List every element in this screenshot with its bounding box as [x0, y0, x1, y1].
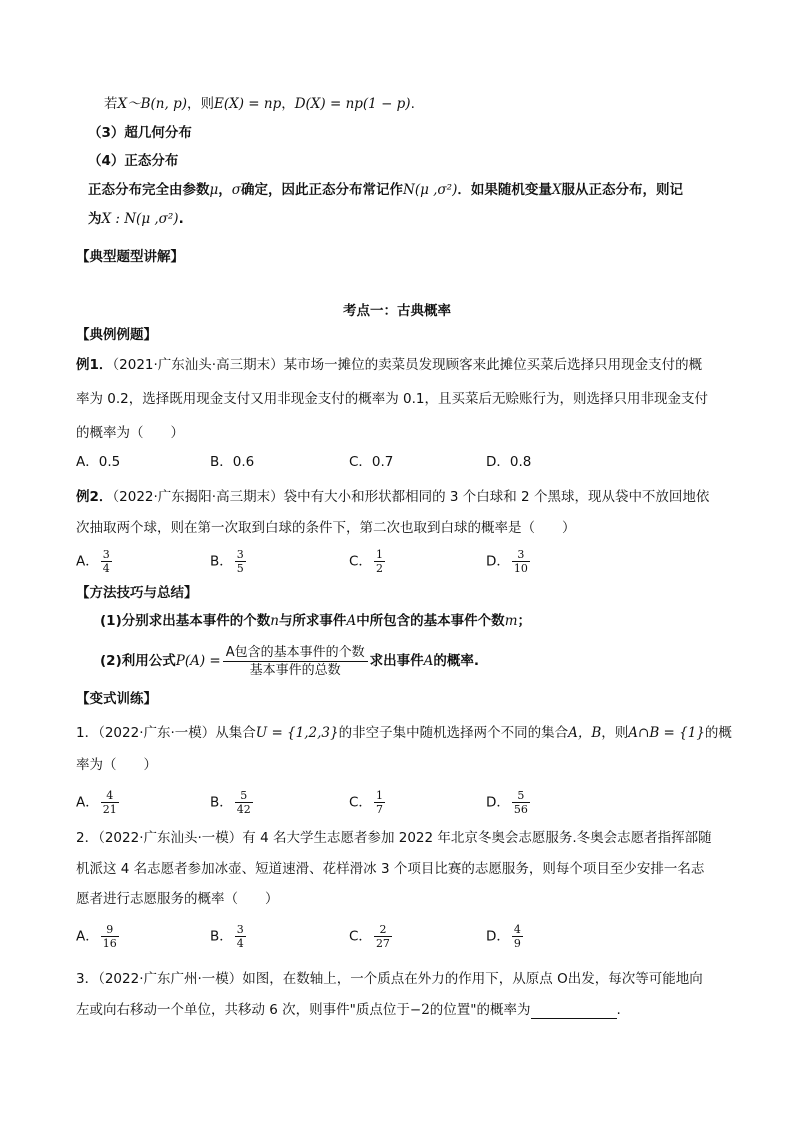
text: 1．（2022·广东·一模）从集合 [76, 725, 256, 741]
example2-line1 [76, 488, 709, 506]
q1-option-c [349, 789, 387, 816]
fraction [101, 548, 112, 575]
q2-line2: 机派这 4 名志愿者参加冰壶、短道速滑、花样滑冰 3 个项目比赛的志愿服务，则每个项目至少安排一名志 [76, 861, 705, 877]
sigma-symbol: σ [231, 182, 241, 198]
hypergeom-heading: （3）超几何分布 [88, 125, 192, 141]
example2-line2: 次抽取两个球，则在第一次取到白球的条件下，第二次也取到白球的概率是（ ） [76, 520, 576, 536]
normal-notation-2: X : N(μ ,σ²) [101, 211, 179, 227]
example1-line3: 的概率为（ ） [76, 425, 184, 441]
text: . [410, 96, 415, 112]
q1-option-a [76, 789, 121, 816]
text: 与所求事件 [278, 613, 347, 629]
text: 正态分布完全由参数 [88, 182, 210, 198]
fraction [235, 789, 253, 816]
normal-notation: N(μ ,σ²) [403, 182, 458, 198]
method-step2 [100, 643, 479, 679]
example1-option-c: C．0.7 [349, 454, 394, 470]
numerator: 3 [236, 548, 244, 561]
normal-heading: （4）正态分布 [88, 153, 179, 169]
example2-option-b [210, 548, 248, 575]
binomial-dist: X～B(n, p) [117, 96, 187, 112]
denominator: 5 [236, 562, 244, 575]
text: 左或向右移动一个单位，共移动 6 次，则事件"质点位于 [76, 1002, 410, 1018]
text: 求出事件 [369, 653, 424, 669]
text: ， [218, 182, 232, 198]
text: (1)分别求出基本事件的个数 [100, 613, 271, 629]
numerator: 3 [512, 548, 530, 562]
option-letter: A． [76, 928, 99, 945]
text: ．如果随机变量 [457, 182, 552, 198]
text: 为 [88, 211, 102, 227]
q2-option-b [210, 923, 248, 950]
mu-symbol: μ [209, 182, 219, 198]
option-letter: D． [486, 553, 510, 570]
a-symbol: A [346, 613, 357, 629]
text: ，则 [186, 96, 214, 112]
fraction [374, 548, 385, 575]
text: 中所包含的基本事件个数 [356, 613, 505, 629]
option-letter: C． [349, 553, 372, 570]
numerator: 4 [101, 789, 119, 803]
numerator: 3 [236, 923, 244, 936]
normal-line-2 [88, 210, 184, 228]
fraction [512, 923, 523, 950]
method-header: 【方法技巧与总结】 [76, 585, 198, 601]
fraction [101, 789, 119, 816]
numerator: 4 [513, 923, 521, 936]
example1-option-a: A．0.5 [76, 454, 121, 470]
fraction [512, 789, 530, 816]
option-letter: A． [76, 794, 99, 811]
section-header: 【典型题型讲解】 [76, 249, 184, 265]
option-letter: B． [210, 553, 233, 570]
intersection-condition: A∩B = {1} [628, 725, 705, 741]
text: . [616, 1002, 621, 1018]
q2-line3: 愿者进行志愿服务的概率（ ） [76, 891, 279, 907]
denominator: 基本事件的总数 [249, 662, 341, 678]
numerator: 5 [512, 789, 530, 803]
q2-option-a [76, 923, 121, 950]
q1-option-d [486, 789, 532, 816]
example-header: 【典例例题】 [76, 327, 157, 343]
text: 的概 [704, 725, 732, 741]
example2-option-a [76, 548, 114, 575]
denominator: 16 [102, 937, 117, 950]
topic-title: 考点一：古典概率 [343, 303, 451, 319]
example1-label: 例1． [76, 357, 113, 373]
probability-formula: P(A) = [175, 653, 221, 669]
option-letter: B． [210, 928, 233, 945]
x-symbol: X [551, 182, 562, 198]
q1-line2: 率为（ ） [76, 757, 157, 773]
example2-option-c [349, 548, 387, 575]
text: . [178, 211, 184, 227]
denominator: 4 [236, 937, 244, 950]
example1-option-b: B．0.6 [210, 454, 255, 470]
denominator: 2 [375, 562, 383, 575]
fraction [101, 923, 119, 950]
denominator: 10 [513, 562, 528, 575]
expectation-formula: E(X) = np [213, 96, 282, 112]
text: 的非空子集中随机选择两个不同的集合 [338, 725, 569, 741]
fraction [374, 789, 385, 816]
example1-option-d: D．0.8 [486, 454, 532, 470]
option-letter: B． [210, 794, 233, 811]
option-letter: C． [349, 928, 372, 945]
text: 若 [104, 96, 118, 112]
text: (2)利用公式 [100, 653, 176, 669]
position-value: −2 [409, 1002, 430, 1018]
q2-option-c [349, 923, 394, 950]
m-symbol: m [504, 613, 518, 629]
numerator: 3 [102, 548, 110, 561]
numerator: 5 [235, 789, 253, 803]
text: 服从正态分布，则记 [561, 182, 683, 198]
example2-option-d [486, 548, 532, 575]
q2-option-d [486, 923, 525, 950]
numerator: 1 [375, 548, 383, 561]
formula-fraction [223, 644, 368, 679]
method-step1 [100, 612, 531, 630]
variance-formula: D(X) = np(1 − p) [294, 96, 411, 112]
denominator: 21 [102, 803, 117, 816]
q3-line1: 3．（2022·广东广州·一模）如图，在数轴上，一个质点在外力的作用下，从原点 O出发，每次等可能地向 [76, 971, 703, 987]
option-letter: D． [486, 928, 510, 945]
option-letter: D． [486, 794, 510, 811]
denominator: 42 [236, 803, 251, 816]
fraction [374, 923, 392, 950]
practice-header: 【变式训练】 [76, 691, 157, 707]
sets-ab: A，B [568, 725, 602, 741]
denominator: 4 [102, 562, 110, 575]
a-symbol: A [423, 653, 434, 669]
n-symbol: n [270, 613, 279, 629]
text: 确定，因此正态分布常记作 [241, 182, 403, 198]
normal-line-1 [88, 181, 683, 199]
text: （2022·广东揭阳·高三期末）袋中有大小和形状都相同的 3 个白球和 2 个黑球，现从袋中不放回地依 [112, 489, 710, 505]
text: ； [517, 613, 531, 629]
fraction [512, 548, 530, 575]
example2-label: 例2． [76, 489, 113, 505]
text: ， [281, 96, 295, 112]
example1-line2: 率为 0.2，选择既用现金支付又用非现金支付的概率为 0.1，且买菜后无赊账行为，则选择只用非现金支付 [76, 391, 709, 407]
answer-blank[interactable] [531, 1004, 617, 1019]
numerator: A包含的基本事件的个数 [223, 644, 368, 662]
text: ，则 [601, 725, 629, 741]
fraction [235, 548, 246, 575]
binomial-formula-line [104, 95, 415, 113]
numerator: 9 [101, 923, 119, 937]
set-u: U = {1,2,3} [255, 725, 339, 741]
denominator: 27 [375, 937, 390, 950]
q1-line1 [76, 724, 732, 742]
example1-line1 [76, 356, 702, 374]
q1-option-b [210, 789, 255, 816]
denominator: 7 [375, 803, 383, 816]
q2-line1: 2．（2022·广东汕头·一模）有 4 名大学生志愿者参加 2022 年北京冬奥会志愿服务.冬奥会志愿者指挥部随 [76, 830, 712, 846]
option-letter: A． [76, 553, 99, 570]
text: 的位置"的概率为 [429, 1002, 531, 1018]
text: 的概率. [433, 653, 480, 669]
option-letter: C． [349, 794, 372, 811]
numerator: 2 [374, 923, 392, 937]
denominator: 56 [513, 803, 528, 816]
text: （2021·广东汕头·高三期末）某市场一摊位的卖菜员发现顾客来此摊位买菜后选择只用现金支付的概 [112, 357, 703, 373]
denominator: 9 [513, 937, 521, 950]
numerator: 1 [375, 789, 383, 802]
fraction [235, 923, 246, 950]
q3-line2 [76, 1001, 621, 1019]
